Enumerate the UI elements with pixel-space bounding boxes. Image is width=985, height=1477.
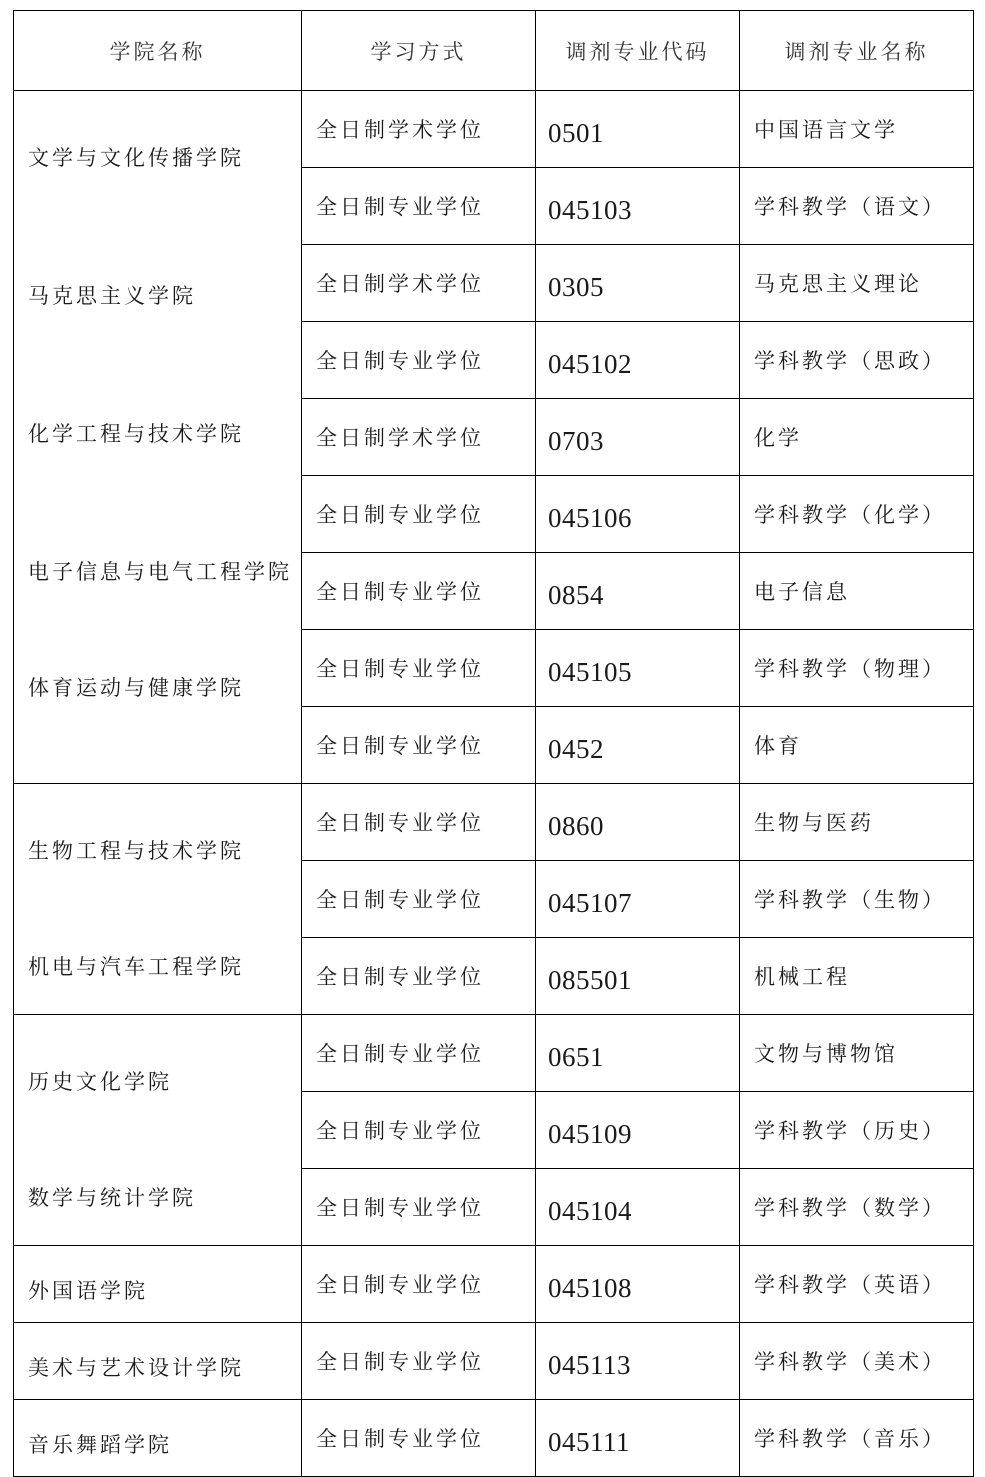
table-row xyxy=(14,1323,974,1400)
table-header-row xyxy=(14,11,974,91)
major-code-cell: 0452 xyxy=(536,707,740,784)
college-name: 电子信息与电气工程学院 xyxy=(28,560,292,584)
study-mode-cell: 全日制专业学位 xyxy=(302,1169,536,1246)
major-name-cell: 马克思主义理论 xyxy=(740,245,974,322)
college-group-inner xyxy=(14,1246,301,1315)
college-group-inner xyxy=(14,91,301,712)
header-major-code: 调剂专业代码 xyxy=(536,11,740,91)
major-name-cell: 中国语言文学 xyxy=(740,91,974,168)
college-group-cell xyxy=(14,1400,302,1477)
major-name-cell: 学科教学（历史） xyxy=(740,1092,974,1169)
study-mode-cell: 全日制专业学位 xyxy=(302,322,536,399)
college-name: 历史文化学院 xyxy=(28,1070,172,1094)
college-group-inner xyxy=(14,1015,301,1222)
major-code-cell: 045108 xyxy=(536,1246,740,1323)
major-code-cell: 045104 xyxy=(536,1169,740,1246)
transfer-majors-table-container xyxy=(13,10,973,1477)
major-code-cell: 045111 xyxy=(536,1400,740,1477)
college-name: 化学工程与技术学院 xyxy=(28,422,244,446)
college-name: 机电与汽车工程学院 xyxy=(28,954,244,979)
college-group-inner xyxy=(14,1323,301,1392)
college-name: 音乐舞蹈学院 xyxy=(28,1432,172,1457)
major-code-cell: 045109 xyxy=(536,1092,740,1169)
major-code-cell: 085501 xyxy=(536,938,740,1015)
major-code-cell: 045105 xyxy=(536,630,740,707)
major-name-cell: 体育 xyxy=(740,707,974,784)
header-college-name: 学院名称 xyxy=(14,11,302,91)
major-code-cell: 0860 xyxy=(536,784,740,861)
college-name: 马克思主义学院 xyxy=(28,284,196,308)
study-mode-cell: 全日制学术学位 xyxy=(302,399,536,476)
table-row xyxy=(14,1246,974,1323)
major-code-cell: 045103 xyxy=(536,168,740,245)
study-mode-cell: 全日制专业学位 xyxy=(302,630,536,707)
table-row xyxy=(14,91,974,168)
transfer-majors-table xyxy=(13,10,974,1477)
college-name: 体育运动与健康学院 xyxy=(28,675,244,700)
major-name-cell: 学科教学（物理） xyxy=(740,630,974,707)
major-name-cell: 机械工程 xyxy=(740,938,974,1015)
study-mode-cell: 全日制专业学位 xyxy=(302,784,536,861)
table-row xyxy=(14,1400,974,1477)
study-mode-cell: 全日制专业学位 xyxy=(302,1400,536,1477)
study-mode-cell: 全日制专业学位 xyxy=(302,553,536,630)
study-mode-cell: 全日制专业学位 xyxy=(302,1092,536,1169)
college-group-cell xyxy=(14,784,302,1015)
major-code-cell: 0305 xyxy=(536,245,740,322)
header-major-name: 调剂专业名称 xyxy=(740,11,974,91)
major-name-cell: 化学 xyxy=(740,399,974,476)
college-name: 数学与统计学院 xyxy=(28,1185,196,1210)
college-name: 美术与艺术设计学院 xyxy=(28,1355,244,1380)
major-name-cell: 学科教学（美术） xyxy=(740,1323,974,1400)
major-name-cell: 学科教学（思政） xyxy=(740,322,974,399)
major-name-cell: 学科教学（生物） xyxy=(740,861,974,938)
table-row xyxy=(14,784,974,861)
major-name-cell: 学科教学（音乐） xyxy=(740,1400,974,1477)
major-name-cell: 学科教学（语文） xyxy=(740,168,974,245)
major-name-cell: 生物与医药 xyxy=(740,784,974,861)
college-name: 生物工程与技术学院 xyxy=(28,839,244,863)
major-code-cell: 0501 xyxy=(536,91,740,168)
major-code-cell: 045106 xyxy=(536,476,740,553)
college-group-inner xyxy=(14,1400,301,1469)
major-code-cell: 045107 xyxy=(536,861,740,938)
study-mode-cell: 全日制专业学位 xyxy=(302,1323,536,1400)
study-mode-cell: 全日制专业学位 xyxy=(302,476,536,553)
major-code-cell: 0651 xyxy=(536,1015,740,1092)
major-name-cell: 学科教学（数学） xyxy=(740,1169,974,1246)
study-mode-cell: 全日制专业学位 xyxy=(302,168,536,245)
college-group-cell xyxy=(14,1246,302,1323)
study-mode-cell: 全日制学术学位 xyxy=(302,91,536,168)
college-group-cell xyxy=(14,91,302,784)
major-code-cell: 045102 xyxy=(536,322,740,399)
college-group-cell xyxy=(14,1015,302,1246)
study-mode-cell: 全日制学术学位 xyxy=(302,245,536,322)
header-study-mode: 学习方式 xyxy=(302,11,536,91)
study-mode-cell: 全日制专业学位 xyxy=(302,1015,536,1092)
major-name-cell: 学科教学（化学） xyxy=(740,476,974,553)
college-group-cell xyxy=(14,1323,302,1400)
major-code-cell: 0703 xyxy=(536,399,740,476)
college-name: 外国语学院 xyxy=(28,1278,148,1303)
college-name: 文学与文化传播学院 xyxy=(28,146,244,170)
study-mode-cell: 全日制专业学位 xyxy=(302,707,536,784)
major-code-cell: 045113 xyxy=(536,1323,740,1400)
major-name-cell: 文物与博物馆 xyxy=(740,1015,974,1092)
college-group-inner xyxy=(14,784,301,991)
study-mode-cell: 全日制专业学位 xyxy=(302,938,536,1015)
major-code-cell: 0854 xyxy=(536,553,740,630)
study-mode-cell: 全日制专业学位 xyxy=(302,861,536,938)
major-name-cell: 学科教学（英语） xyxy=(740,1246,974,1323)
study-mode-cell: 全日制专业学位 xyxy=(302,1246,536,1323)
table-row xyxy=(14,1015,974,1092)
major-name-cell: 电子信息 xyxy=(740,553,974,630)
table-body xyxy=(14,91,974,1477)
